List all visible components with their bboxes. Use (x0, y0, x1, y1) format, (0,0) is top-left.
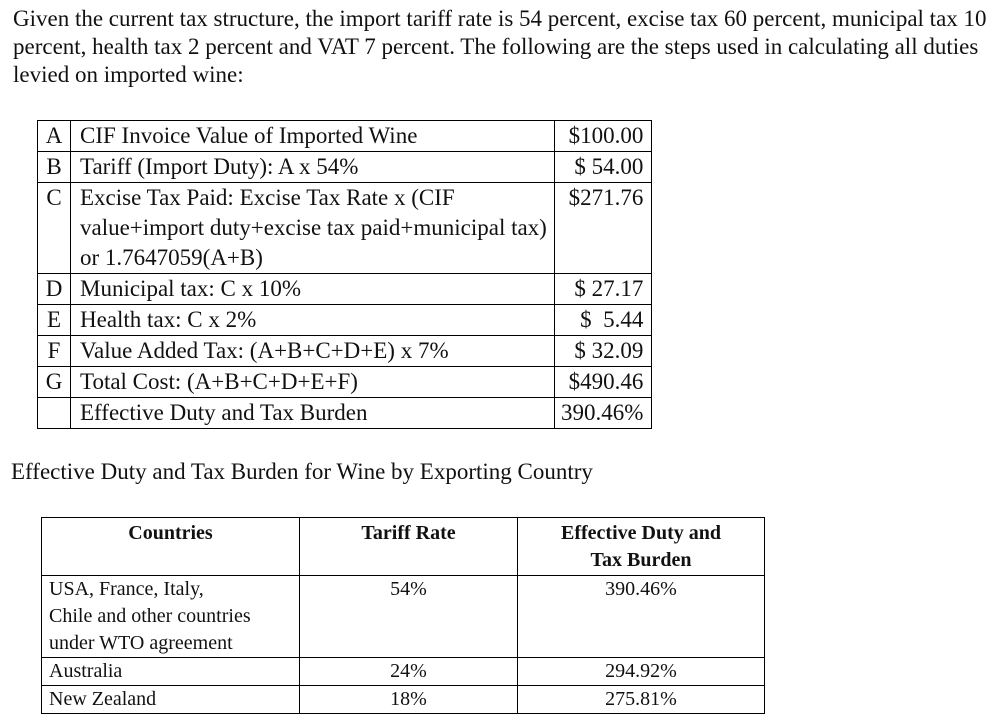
row-key: B (38, 152, 71, 183)
table-row (42, 658, 765, 686)
row-value: $ 5.44 (555, 305, 652, 336)
table-row (38, 121, 652, 152)
row-description: Health tax: C x 2% (71, 305, 555, 336)
row-value: $ 27.17 (555, 274, 652, 305)
country-cell (42, 576, 300, 658)
column-header-tariff: Tariff Rate (300, 518, 518, 576)
table-row (38, 274, 652, 305)
country-line: USA, France, Italy, (49, 578, 204, 600)
row-key: D (38, 274, 71, 305)
row-description: Excise Tax Paid: Excise Tax Rate x (CIF value+import duty+excise tax paid+municipal tax) or 1.7647059(A+B) (71, 183, 555, 274)
tariff-cell: 54% (300, 576, 518, 658)
row-value: 390.46% (555, 398, 652, 429)
row-value: $ 32.09 (555, 336, 652, 367)
row-key: A (38, 121, 71, 152)
row-value: $ 54.00 (555, 152, 652, 183)
header-line: Effective Duty and (561, 522, 721, 544)
table-header-row (42, 518, 765, 576)
row-description: CIF Invoice Value of Imported Wine (71, 121, 555, 152)
table-row (42, 576, 765, 658)
header-line: Tax Burden (590, 549, 692, 571)
tariff-cell: 18% (300, 686, 518, 714)
table-row (38, 183, 652, 274)
row-key: E (38, 305, 71, 336)
country-line: under WTO agreement (49, 632, 233, 654)
row-description: Effective Duty and Tax Burden (71, 398, 555, 429)
country-line: Chile and other countries (49, 605, 251, 627)
row-value: $490.46 (555, 367, 652, 398)
country-cell: New Zealand (42, 686, 300, 714)
country-cell: Australia (42, 658, 300, 686)
burden-cell: 275.81% (518, 686, 765, 714)
tariff-cell: 24% (300, 658, 518, 686)
table-row (38, 152, 652, 183)
row-key: G (38, 367, 71, 398)
column-header-countries: Countries (42, 518, 300, 576)
row-description: Total Cost: (A+B+C+D+E+F) (71, 367, 555, 398)
row-key: C (38, 183, 71, 274)
row-key (38, 398, 71, 429)
country-burden-table (41, 517, 765, 714)
table-row (38, 398, 652, 429)
duty-calculation-table (37, 120, 652, 429)
row-description: Municipal tax: C x 10% (71, 274, 555, 305)
table-row (38, 367, 652, 398)
table-row (38, 336, 652, 367)
row-value: $271.76 (555, 183, 652, 274)
table-row (38, 305, 652, 336)
row-value: $100.00 (555, 121, 652, 152)
column-header-burden (518, 518, 765, 576)
row-description: Value Added Tax: (A+B+C+D+E) x 7% (71, 336, 555, 367)
section-subtitle: Effective Duty and Tax Burden for Wine by Exporting Country (11, 459, 593, 484)
row-description: Tariff (Import Duty): A x 54% (71, 152, 555, 183)
burden-cell: 390.46% (518, 576, 765, 658)
intro-paragraph: Given the current tax structure, the import tariff rate is 54 percent, excise tax 60 percent, municipal tax 10 percent, health tax 2 percent and VAT 7 percent. The following are the steps used in calculating all duties levied on imported wine: (13, 6, 987, 87)
row-key: F (38, 336, 71, 367)
burden-cell: 294.92% (518, 658, 765, 686)
table-row (42, 686, 765, 714)
